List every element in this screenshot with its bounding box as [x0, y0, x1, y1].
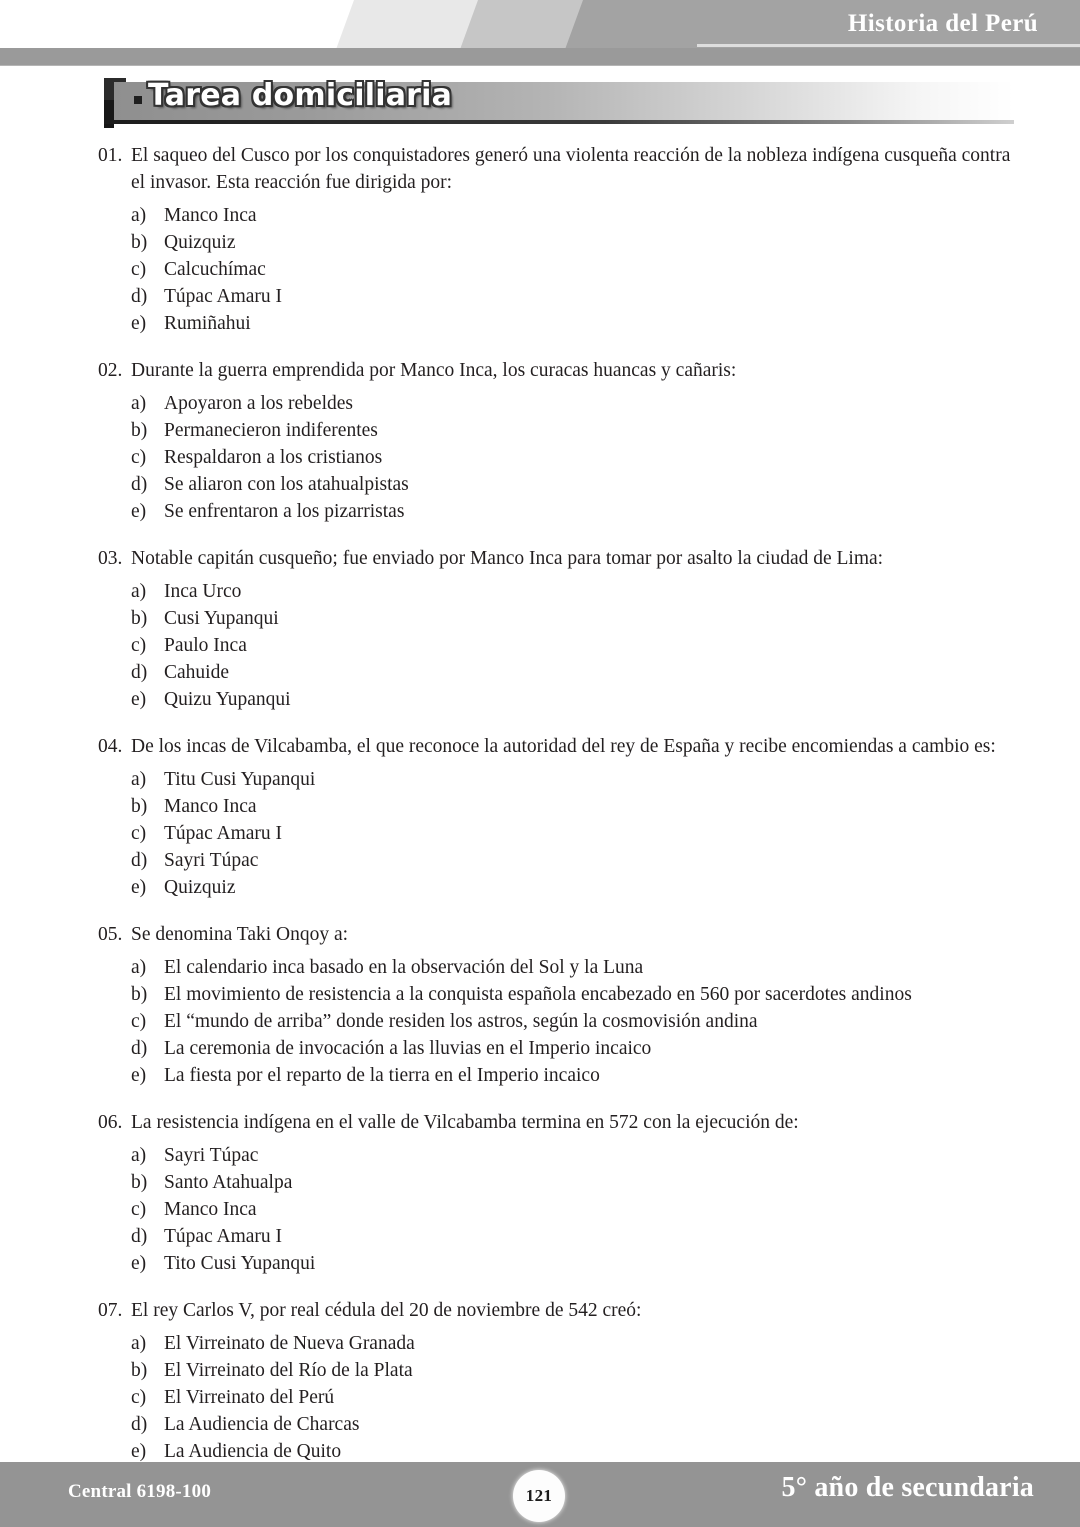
option-item[interactable] — [0, 766, 1080, 793]
option-letter: a) — [131, 393, 147, 414]
question-text: De los incas de Vilcabamba, el que reconoce la autoridad del rey de España y recibe encomiendas a cambio es: — [131, 736, 996, 757]
option-text: La Audiencia de Charcas — [164, 1414, 360, 1435]
option-item[interactable] — [0, 1250, 1080, 1277]
option-text: Inca Urco — [164, 581, 242, 602]
option-list — [0, 1330, 1080, 1465]
option-letter: d) — [131, 286, 148, 307]
option-text: Santo Atahualpa — [164, 1172, 293, 1193]
option-text: La fiesta por el reparto de la tierra en el Imperio incaico — [164, 1065, 600, 1086]
question-header — [0, 357, 1080, 384]
option-letter: d) — [131, 850, 148, 871]
option-text: El Virreinato del Perú — [164, 1387, 335, 1408]
option-list — [0, 1142, 1080, 1277]
option-item[interactable] — [0, 820, 1080, 847]
option-item[interactable] — [0, 1438, 1080, 1465]
question-number: 05. — [98, 924, 123, 945]
question-header — [0, 1297, 1080, 1324]
header-bottom-bar — [0, 48, 1080, 65]
option-text: Se aliaron con los atahualpistas — [164, 474, 409, 495]
option-text: Permanecieron indiferentes — [164, 420, 378, 441]
option-list — [0, 390, 1080, 525]
option-letter: d) — [131, 1414, 148, 1435]
question-item — [0, 142, 1080, 337]
question-item — [0, 545, 1080, 713]
option-text: Cusi Yupanqui — [164, 608, 279, 629]
option-letter: d) — [131, 1226, 148, 1247]
option-letter: c) — [131, 1199, 147, 1220]
option-letter: a) — [131, 1333, 147, 1354]
option-letter: c) — [131, 259, 147, 280]
option-letter: e) — [131, 1441, 147, 1462]
option-item[interactable] — [0, 498, 1080, 525]
option-list — [0, 202, 1080, 337]
option-letter: a) — [131, 1145, 147, 1166]
option-item[interactable] — [0, 229, 1080, 256]
option-text: Paulo Inca — [164, 635, 247, 656]
option-letter: a) — [131, 205, 147, 226]
question-item — [0, 1297, 1080, 1465]
option-letter: e) — [131, 501, 147, 522]
question-text: La resistencia indígena en el valle de Vilcabamba termina en 572 con la ejecución de: — [131, 1112, 799, 1133]
option-item[interactable] — [0, 1330, 1080, 1357]
option-letter: e) — [131, 313, 147, 334]
option-item[interactable] — [0, 1169, 1080, 1196]
option-letter: a) — [131, 581, 147, 602]
option-text: Quizu Yupanqui — [164, 689, 291, 710]
option-letter: e) — [131, 1253, 147, 1274]
page-number-badge — [513, 1470, 565, 1522]
option-text: Tito Cusi Yupanqui — [164, 1253, 316, 1274]
option-text: Manco Inca — [164, 796, 257, 817]
option-list — [0, 954, 1080, 1089]
option-item[interactable] — [0, 1411, 1080, 1438]
option-text: Túpac Amaru I — [164, 1226, 283, 1247]
option-item[interactable] — [0, 1008, 1080, 1035]
question-item — [0, 733, 1080, 901]
header-bottom-bar-shadow — [0, 65, 1080, 66]
question-list — [0, 142, 1080, 1485]
section-title-bullet-icon — [134, 96, 142, 104]
option-letter: b) — [131, 232, 148, 253]
option-text: Cahuide — [164, 662, 229, 683]
question-item — [0, 357, 1080, 525]
option-letter: a) — [131, 769, 147, 790]
option-item[interactable] — [0, 283, 1080, 310]
option-letter: b) — [131, 420, 148, 441]
option-letter: c) — [131, 1387, 147, 1408]
option-letter: b) — [131, 796, 148, 817]
option-item[interactable] — [0, 1384, 1080, 1411]
option-item[interactable] — [0, 1062, 1080, 1089]
page-number-text: 121 — [525, 1486, 553, 1505]
option-item[interactable] — [0, 256, 1080, 283]
question-text: El saqueo del Cusco por los conquistadores generó una violenta reacción de la nobleza indígena cusqueña contra el invasor. Esta reacción fue dirigida por: — [131, 145, 1011, 193]
option-item[interactable] — [0, 444, 1080, 471]
option-text: Titu Cusi Yupanqui — [164, 769, 316, 790]
option-text: Sayri Túpac — [164, 850, 259, 871]
option-item[interactable] — [0, 1223, 1080, 1250]
option-letter: e) — [131, 689, 147, 710]
question-header — [0, 921, 1080, 948]
question-header — [0, 733, 1080, 760]
question-text: Notable capitán cusqueño; fue enviado por Manco Inca para tomar por asalto la ciudad de Lima: — [131, 548, 884, 569]
option-item[interactable] — [0, 981, 1080, 1008]
footer-contact-text: Central 6198-100 — [68, 1481, 212, 1502]
question-number: 04. — [98, 736, 123, 757]
option-letter: c) — [131, 447, 147, 468]
option-text: Túpac Amaru I — [164, 286, 283, 307]
question-text: Durante la guerra emprendida por Manco Inca, los curacas huancas y cañaris: — [131, 360, 737, 381]
option-letter: b) — [131, 608, 148, 629]
option-text: Calcuchímac — [164, 259, 266, 280]
option-item[interactable] — [0, 1196, 1080, 1223]
question-number: 01. — [98, 145, 123, 166]
option-item[interactable] — [0, 578, 1080, 605]
option-item[interactable] — [0, 793, 1080, 820]
option-text: Manco Inca — [164, 1199, 257, 1220]
page-header — [0, 0, 1080, 66]
option-text: El Virreinato del Río de la Plata — [164, 1360, 413, 1381]
option-letter: d) — [131, 474, 148, 495]
option-item[interactable] — [0, 659, 1080, 686]
option-text: Sayri Túpac — [164, 1145, 259, 1166]
option-text: El calendario inca basado en la observación del Sol y la Luna — [164, 957, 644, 978]
option-item[interactable] — [0, 954, 1080, 981]
header-title: Historia del Perú — [847, 10, 1038, 37]
option-item[interactable] — [0, 1357, 1080, 1384]
option-letter: d) — [131, 662, 148, 683]
option-letter: c) — [131, 823, 147, 844]
option-text: El movimiento de resistencia a la conquista española encabezado en 560 por sacerdotes andinos — [164, 984, 912, 1005]
option-letter: c) — [131, 1011, 147, 1032]
option-item[interactable] — [0, 1035, 1080, 1062]
header-underline-rule — [697, 44, 1080, 47]
question-item — [0, 921, 1080, 1089]
option-text: El “mundo de arriba” donde residen los astros, según la cosmovisión andina — [164, 1011, 758, 1032]
option-text: Se enfrentaron a los pizarristas — [164, 501, 405, 522]
option-item[interactable] — [0, 202, 1080, 229]
option-item[interactable] — [0, 632, 1080, 659]
option-text: La Audiencia de Quito — [164, 1441, 342, 1462]
option-letter: b) — [131, 1360, 148, 1381]
option-text: La ceremonia de invocación a las lluvias en el Imperio incaico — [164, 1038, 652, 1059]
question-number: 06. — [98, 1112, 123, 1133]
section-title-text: Tarea domiciliaria — [148, 78, 453, 113]
option-item[interactable] — [0, 605, 1080, 632]
option-text: Quizquiz — [164, 232, 236, 253]
question-header — [0, 142, 1080, 196]
option-item[interactable] — [0, 847, 1080, 874]
option-list — [0, 766, 1080, 901]
option-letter: d) — [131, 1038, 148, 1059]
question-text: Se denomina Taki Onqoy a: — [131, 924, 349, 945]
option-text: Apoyaron a los rebeldes — [164, 393, 353, 414]
option-letter: b) — [131, 984, 148, 1005]
option-text: Respaldaron a los cristianos — [164, 447, 383, 468]
option-letter: a) — [131, 957, 147, 978]
option-list — [0, 578, 1080, 713]
option-item[interactable] — [0, 686, 1080, 713]
option-letter: e) — [131, 1065, 147, 1086]
question-item — [0, 1109, 1080, 1277]
option-item[interactable] — [0, 310, 1080, 337]
option-item[interactable] — [0, 874, 1080, 901]
question-text: El rey Carlos V, por real cédula del 20 de noviembre de 542 creó: — [131, 1300, 642, 1321]
question-number: 07. — [98, 1300, 123, 1321]
footer-grade-text: 5° año de secundaria — [781, 1472, 1034, 1503]
option-text: Quizquiz — [164, 877, 236, 898]
question-header — [0, 545, 1080, 572]
section-title-bar — [0, 72, 1080, 130]
option-text: El Virreinato de Nueva Granada — [164, 1333, 415, 1354]
option-text: Túpac Amaru I — [164, 823, 283, 844]
option-text: Rumiñahui — [164, 313, 251, 334]
option-item[interactable] — [0, 471, 1080, 498]
option-item[interactable] — [0, 1142, 1080, 1169]
option-letter: e) — [131, 877, 147, 898]
option-item[interactable] — [0, 417, 1080, 444]
section-title-bottom-line — [104, 120, 1014, 124]
option-letter: b) — [131, 1172, 148, 1193]
question-number: 03. — [98, 548, 123, 569]
question-header — [0, 1109, 1080, 1136]
question-number: 02. — [98, 360, 123, 381]
option-item[interactable] — [0, 390, 1080, 417]
option-letter: c) — [131, 635, 147, 656]
option-text: Manco Inca — [164, 205, 257, 226]
